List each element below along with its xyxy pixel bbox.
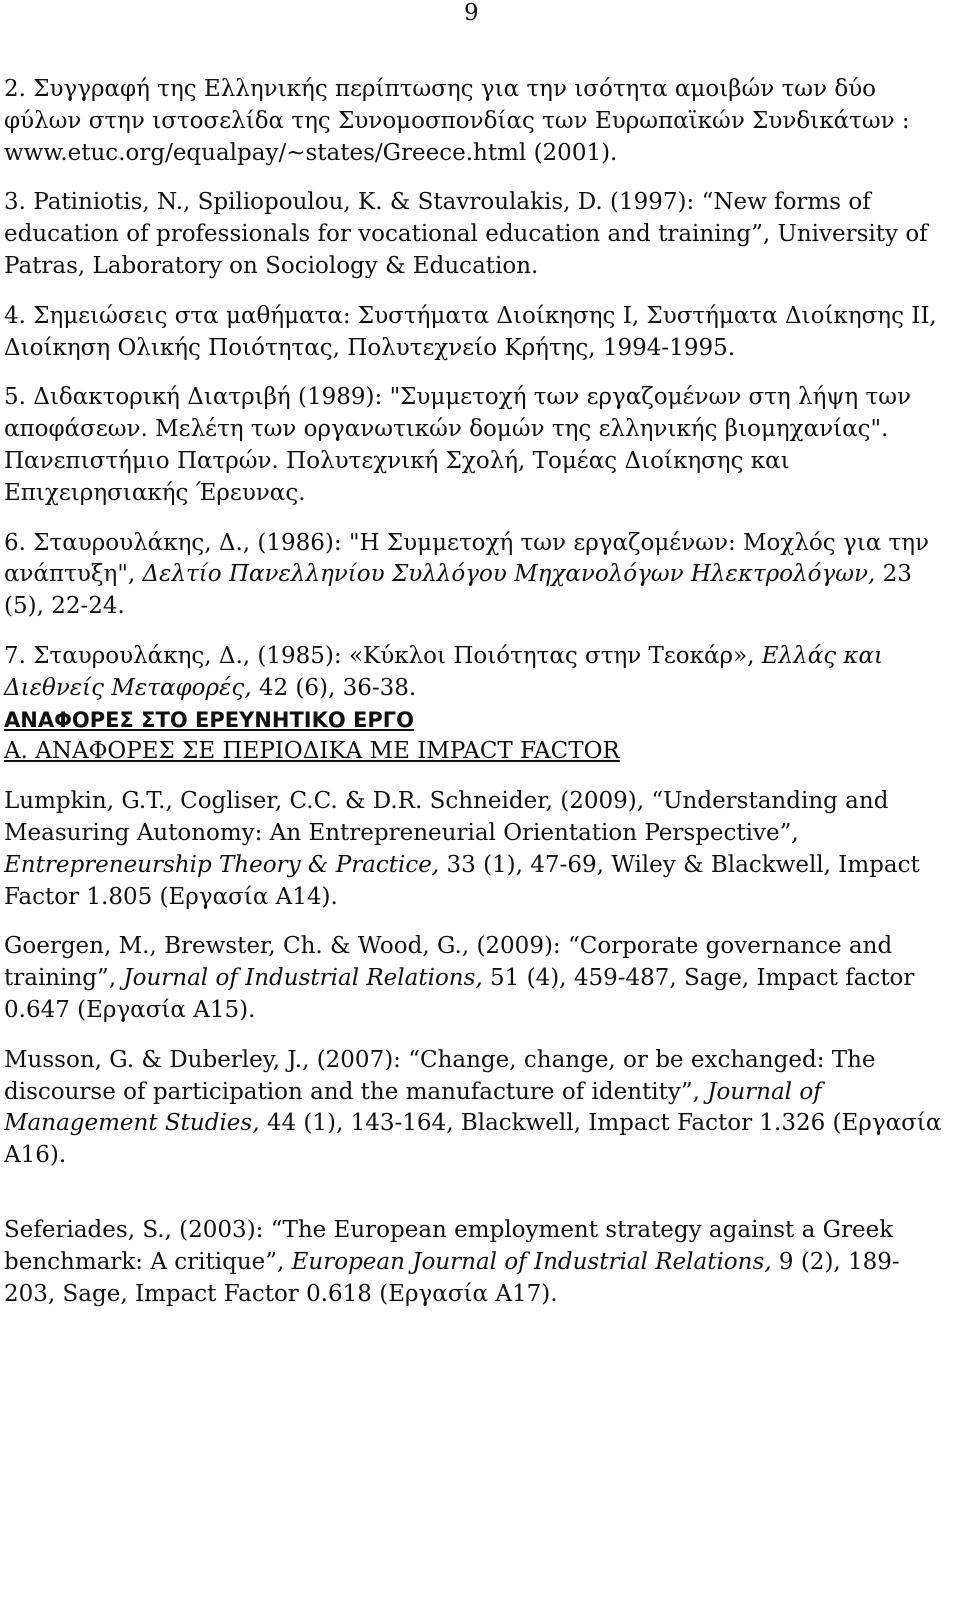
list-item-6-details: 23 (5), 22-24. bbox=[4, 561, 912, 620]
reference-goergen bbox=[4, 931, 948, 1026]
list-item-7-details: 42 (6), 36-38. bbox=[251, 674, 417, 701]
reference-lumpkin bbox=[4, 786, 948, 913]
reference-goergen-details: 51 (4), 459-487, Sage, Impact factor 0.647 (Εργασία Α15). bbox=[4, 965, 915, 1023]
list-item-4: 4. Σημειώσεις στα μαθήματα: Συστήματα Διοίκησης Ι, Συστήματα Διοίκησης ΙΙ, Διοίκηση Ολικής Ποιότητας, Πολυτεχνείο Κρήτης, 1994-1995. bbox=[4, 302, 937, 361]
subsection-heading: Α. ΑΝΑΦΟΡΕΣ ΣΕ ΠΕΡΙΟΔΙΚΑ ΜΕ IMPACT FACTOR bbox=[4, 738, 620, 765]
reference-musson bbox=[4, 1045, 948, 1172]
reference-seferiades-journal: European Journal of Industrial Relations, bbox=[291, 1248, 772, 1275]
list-item-5: 5. Διδακτορική Διατριβή (1989): "Συμμετοχή των εργαζομένων στη λήψη των αποφάσεων. Μελέτη των οργανωτικών δομών της ελληνικής βιομηχανίας". Πανεπιστήμιο Πατρών. Πολυτεχνική Σχολή, Τομέας Διοίκησης και Επιχειρησιακής Έρευνας. bbox=[4, 384, 911, 506]
list-item-7-text: 7. Σταυρουλάκης, Δ., (1985): «Κύκλοι Ποιότητας στην Τεοκάρ», bbox=[4, 642, 762, 669]
reference-seferiades-text: Seferiades, S., (2003): “The European employment strategy against a Greek benchmark: A critique”, bbox=[4, 1216, 894, 1275]
reference-goergen-text: Goergen, M., Brewster, Ch. & Wood, G., (2009): “Corporate governance and training”, bbox=[4, 933, 893, 992]
list-item-6 bbox=[4, 528, 948, 623]
list-item-2: 2. Συγγραφή της Ελληνικής περίπτωσης για την ισότητα αμοιβών των δύο φύλων στην ιστοσελίδα της Συνομοσπονδίας των Ευρωπαϊκών Συνδικάτων : www.etuc.org/equalpay/~states/Greece.html (2001). bbox=[4, 76, 910, 166]
reference-goergen-journal: Journal of Industrial Relations, bbox=[123, 965, 483, 992]
reference-seferiades-details: 9 (2), 189-203, Sage, Impact Factor 0.618 (Εργασία Α17). bbox=[4, 1248, 900, 1307]
reference-lumpkin-text: Lumpkin, G.T., Cogliser, C.C. & D.R. Schneider, (2009), “Understanding and Measuring Autonomy: An Entrepreneurial Orientation Perspective”, bbox=[4, 788, 889, 846]
page-number: 9 bbox=[464, 0, 479, 26]
reference-musson-text: Musson, G. & Duberley, J., (2007): “Change, change, or be exchanged: The discourse of participation and the manufacture of identity”, bbox=[4, 1046, 876, 1105]
section-heading: ΑΝΑΦΟΡΕΣ ΣΤΟ ΕΡΕΥΝΗΤΙΚΟ ΕΡΓΟ bbox=[4, 707, 414, 732]
reference-lumpkin-journal: Entrepreneurship Theory & Practice, bbox=[4, 851, 440, 878]
reference-musson-details: 44 (1), 143-164, Blackwell, Impact Factor 1.326 (Εργασία Α16). bbox=[4, 1110, 942, 1169]
reference-musson-journal: Journal of Management Studies, bbox=[4, 1078, 822, 1137]
list-item-7 bbox=[4, 641, 948, 705]
document-body bbox=[4, 74, 948, 1310]
reference-seferiades bbox=[4, 1215, 948, 1310]
list-item-6-journal: Δελτίο Πανελληνίου Συλλόγου Μηχανολόγων Ηλεκτρολόγων, bbox=[142, 561, 876, 588]
list-item-6-text: 6. Σταυρουλάκης, Δ., (1986): "Η Συμμετοχή των εργαζομένων: Μοχλός για την ανάπτυξη", bbox=[4, 529, 930, 588]
list-item-3: 3. Patiniotis, N., Spiliopoulou, K. & Stavroulakis, D. (1997): “New forms of education of professionals for vocational education and training”, University of Patras, Laboratory on Sociology & Education. bbox=[4, 189, 928, 279]
reference-lumpkin-details: 33 (1), 47-69, Wiley & Blackwell, Impact Factor 1.805 (Εργασία Α14). bbox=[4, 851, 920, 910]
list-item-7-journal: Ελλάς και Διεθνείς Μεταφορές, bbox=[4, 642, 884, 701]
